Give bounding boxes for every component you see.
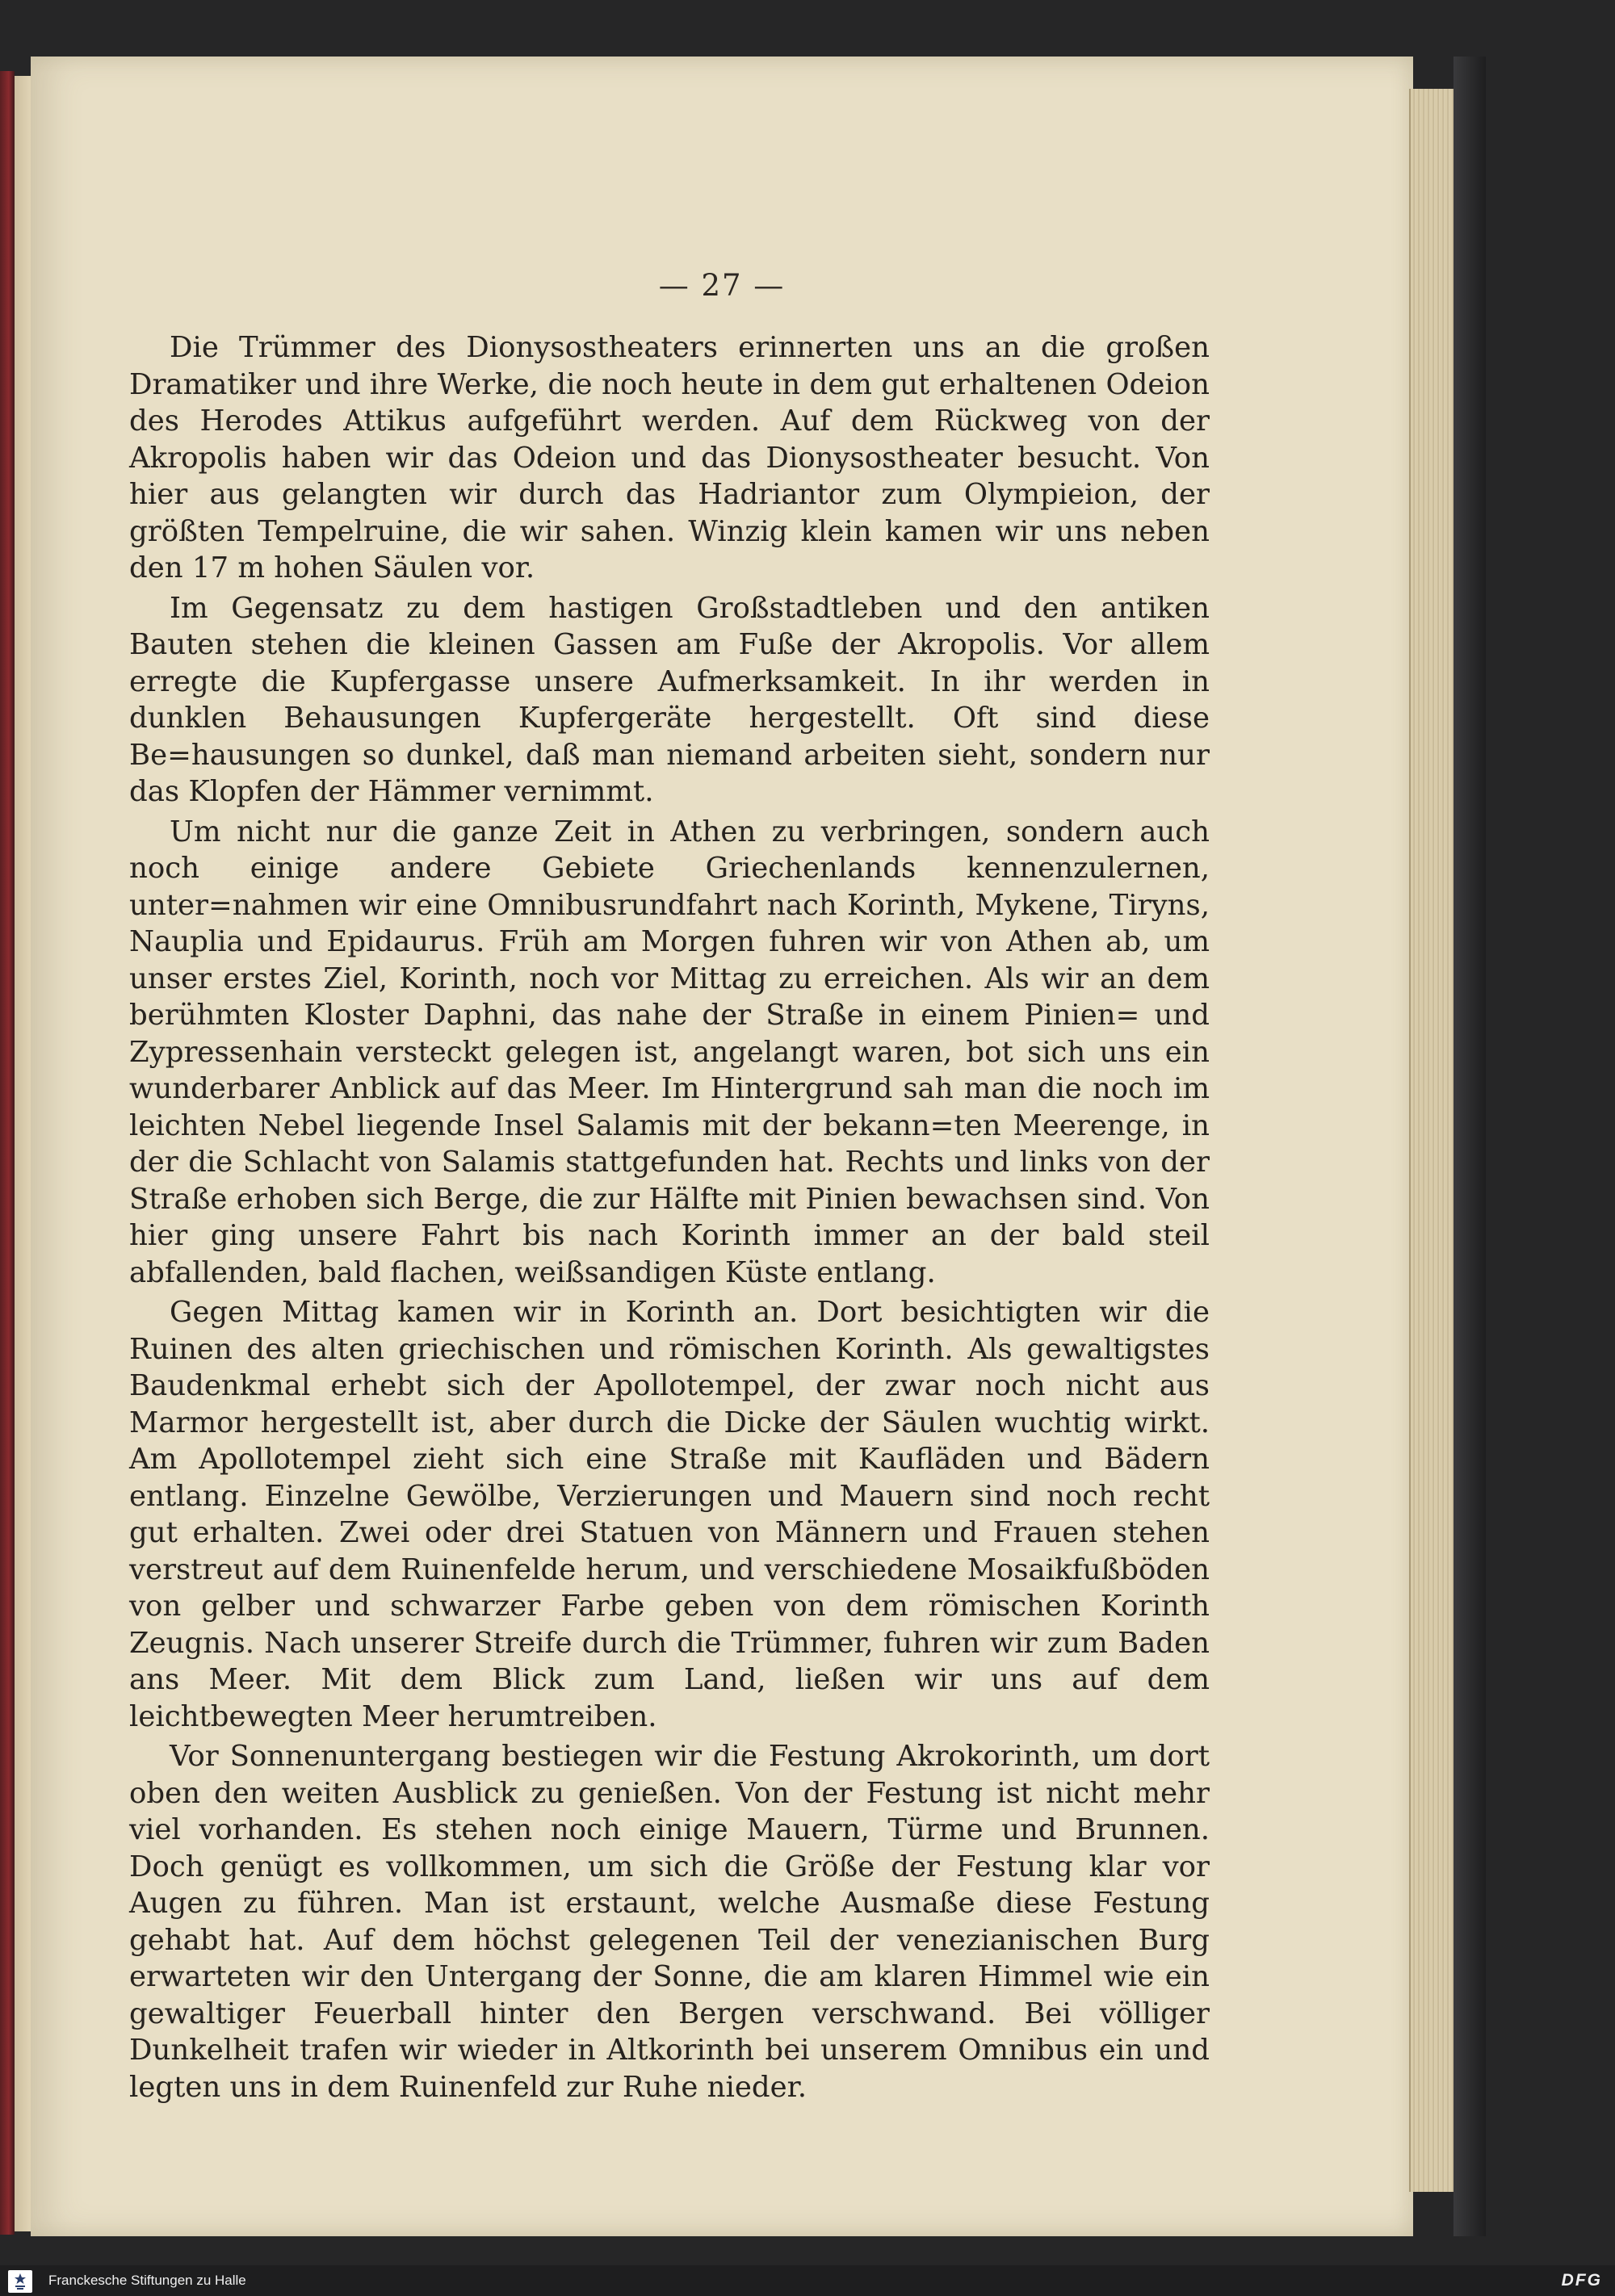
page-body: [129, 329, 1210, 2109]
paragraph: Die Trümmer des Dionysostheaters erinnerten uns an die großen Dramatiker und ihre Werke, die noch heute in dem gut erhaltenen Odeion des Herodes Attikus aufgeführt werden. Auf dem Rückweg von der Akropolis haben wir das Odeion und das Dionysostheater besucht. Von hier aus gelangten wir durch das Hadriantor zum Olympieion, der größten Tempelruine, die wir sahen. Winzig klein kamen wir uns neben den 17 m hohen Säulen vor.: [129, 331, 1210, 584]
left-page-edge: [15, 76, 32, 2231]
page-stack-edge: [1409, 89, 1459, 2192]
book-cover-right: [1454, 57, 1486, 2236]
dfg-logo: DFG: [1561, 2271, 1602, 2290]
emblem-glyph: [13, 2273, 27, 2290]
paragraph: Vor Sonnenuntergang bestiegen wir die Festung Akrokorinth, um dort oben den weiten Ausblick zu genießen. Von der Festung ist nicht mehr viel vorhanden. Es stehen noch einige Mauern, Türme und Brunnen. Doch genügt es vollkommen, um sich die Größe der Festung klar vor Augen zu führen. Man ist erstaunt, welche Ausmaße diese Festung gehabt hat. Auf dem höchst gelegenen Teil der venezianischen Burg erwarteten wir den Untergang der Sonne, die am klaren Himmel wie ein gewaltiger Feuerball hinter den Bergen verschwand. Bei völliger Dunkelheit trafen wir wieder in Altkorinth bei unserem Omnibus ein und legten uns in dem Ruinenfeld zur Ruhe nieder.: [129, 1740, 1210, 2104]
francke-emblem-icon: [8, 2270, 32, 2293]
viewer-footer: [0, 2265, 1615, 2296]
book-page: [31, 57, 1413, 2236]
institution-credit: Franckesche Stiftungen zu Halle: [48, 2273, 246, 2288]
book-cover-edge-left: [0, 71, 15, 2235]
page-number: — 27 —: [658, 268, 786, 303]
paragraph: Gegen Mittag kamen wir in Korinth an. Dort besichtigten wir die Ruinen des alten griechischen und römischen Korinth. Als gewaltigstes Baudenkmal erhebt sich der Apollotempel, der zwar noch nicht aus Marmor hergestellt ist, aber durch die Dicke der Säulen wuchtig wirkt. Am Apollotempel zieht sich eine Straße mit Kaufläden und Bädern entlang. Einzelne Gewölbe, Verzierungen und Mauern sind noch recht gut erhalten. Zwei oder drei Statuen von Männern und Frauen stehen verstreut auf dem Ruinenfelde herum, und verschiedene Mosaikfußböden von gelber und schwarzer Farbe geben von dem römischen Korinth Zeugnis. Nach unserer Streife durch die Trümmer, fuhren wir zum Baden ans Meer. Mit dem Blick zum Land, ließen wir uns auf dem leichtbewegten Meer herumtreiben.: [129, 1296, 1210, 1733]
paragraph: Im Gegensatz zu dem hastigen Großstadtleben und den antiken Bauten stehen die kleinen Gassen am Fuße der Akropolis. Vor allem erregte die Kupfergasse unsere Aufmerksamkeit. In ihr werden in dunklen Behausungen Kupfergeräte hergestellt. Oft sind diese Be=hausungen so dunkel, daß man niemand arbeiten sieht, sondern nur das Klopfen der Hämmer vernimmt.: [129, 591, 1210, 808]
paragraph: Um nicht nur die ganze Zeit in Athen zu verbringen, sondern auch noch einige andere Gebiete Griechenlands kennenzulernen, unter=nahmen wir eine Omnibusrundfahrt nach Korinth, Mykene, Tiryns, Nauplia und Epidaurus. Früh am Morgen fuhren wir von Athen ab, um unser erstes Ziel, Korinth, noch vor Mittag zu erreichen. Als wir an dem berühmten Kloster Daphni, das nahe der Straße in einem Pinien= und Zypressenhain versteckt gelegen ist, angelangt waren, bot sich uns ein wunderbarer Anblick auf das Meer. Im Hintergrund sah man die noch im leichten Nebel liegende Insel Salamis mit der bekann=ten Meerenge, in der die Schlacht von Salamis stattgefunden hat. Rechts und links von der Straße erhoben sich Berge, die zur Hälfte mit Pinien bewachsen sind. Von hier ging unsere Fahrt bis nach Korinth immer an der bald steil abfallenden, bald flachen, weißsandigen Küste entlang.: [129, 815, 1210, 1289]
